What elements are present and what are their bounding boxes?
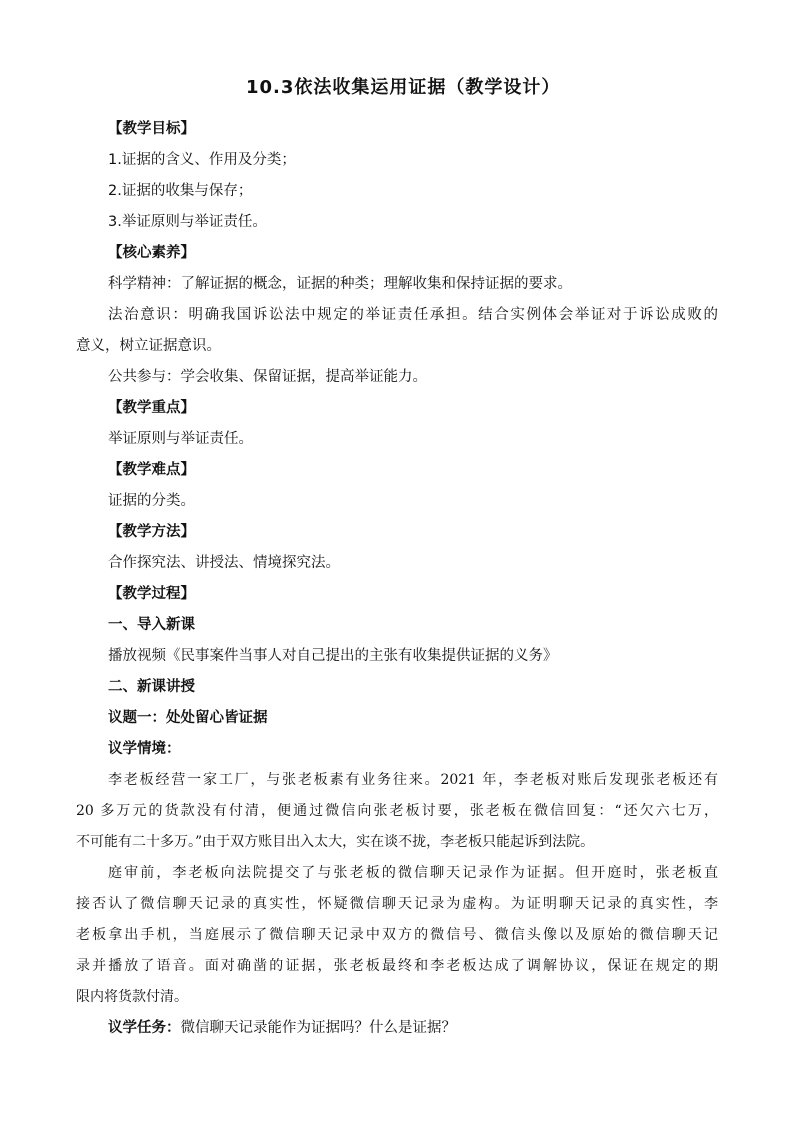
document-title: 10.3依法收集运用证据（教学设计） — [246, 77, 561, 98]
difficulties-heading: 【教学难点】 — [108, 462, 195, 478]
key-points-text: 举证原则与举证责任。 — [108, 431, 253, 447]
key-points-heading: 【教学重点】 — [108, 400, 195, 416]
scenario-p2-line: 老板拿出手机，当庭展示了微信聊天记录中双方的微信号、微信头像以及原始的微信聊天记 — [76, 927, 718, 943]
methods-text: 合作探究法、讲授法、情境探究法。 — [108, 555, 340, 571]
objective-item: 2.证据的收集与保存； — [108, 183, 253, 199]
scenario-p1-line: 20 多万元的货款没有付清，便通过微信向张老板讨要，张老板在微信回复：“还欠六七万， — [76, 803, 718, 819]
part2-heading: 二、新课讲授 — [108, 679, 195, 695]
scenario-p2-line: 限内将货款付清。 — [76, 989, 188, 1005]
scenario-p2-line: 录并播放了语音。面对确凿的证据，张老板最终和李老板达成了调解协议，保证在规定的期 — [76, 958, 718, 974]
scenario-label: 议学情境： — [108, 741, 181, 757]
scenario-p2-line: 接否认了微信聊天记录的真实性，怀疑微信聊天记录为虚构。为证明聊天记录的真实性，李 — [76, 896, 718, 912]
objective-item: 1.证据的含义、作用及分类； — [108, 152, 296, 168]
literacy-heading: 【核心素养】 — [108, 245, 195, 261]
task-line — [108, 1018, 456, 1038]
objective-item: 3.举证原则与举证责任。 — [108, 214, 267, 230]
part1-heading: 一、导入新课 — [108, 617, 195, 633]
process-heading: 【教学过程】 — [108, 586, 195, 602]
scenario-p1-line: 不可能有二十多万。”由于双方账目出入太大，实在谈不拢，李老板只能起诉到法院。 — [76, 834, 595, 850]
methods-heading: 【教学方法】 — [108, 524, 195, 540]
literacy-rule-of-law-cont: 意义，树立证据意识。 — [76, 338, 221, 354]
part1-text: 播放视频《民事案件当事人对自己提出的主张有收集提供证据的义务》 — [108, 648, 558, 664]
literacy-participation: 公共参与：学会收集、保留证据，提高举证能力。 — [108, 369, 427, 385]
literacy-rule-of-law: 法治意识：明确我国诉讼法中规定的举证责任承担。结合实例体会举证对于诉讼成败的 — [108, 307, 718, 323]
topic1-heading: 议题一：处处留心皆证据 — [108, 710, 268, 726]
difficulties-text: 证据的分类。 — [108, 493, 195, 509]
objectives-heading: 【教学目标】 — [108, 121, 195, 137]
scenario-p1-line: 李老板经营一家工厂，与张老板素有业务往来。2021 年，李老板对账后发现张老板还有 — [108, 772, 718, 788]
task-label: 议学任务： — [108, 1020, 181, 1036]
scenario-p2-line: 庭审前，李老板向法院提交了与张老板的微信聊天记录作为证据。但开庭时，张老板直 — [108, 865, 718, 881]
literacy-science: 科学精神：了解证据的概念，证据的种类；理解收集和保持证据的要求。 — [108, 276, 572, 292]
task-text: 微信聊天记录能作为证据吗？什么是证据？ — [180, 1020, 456, 1036]
